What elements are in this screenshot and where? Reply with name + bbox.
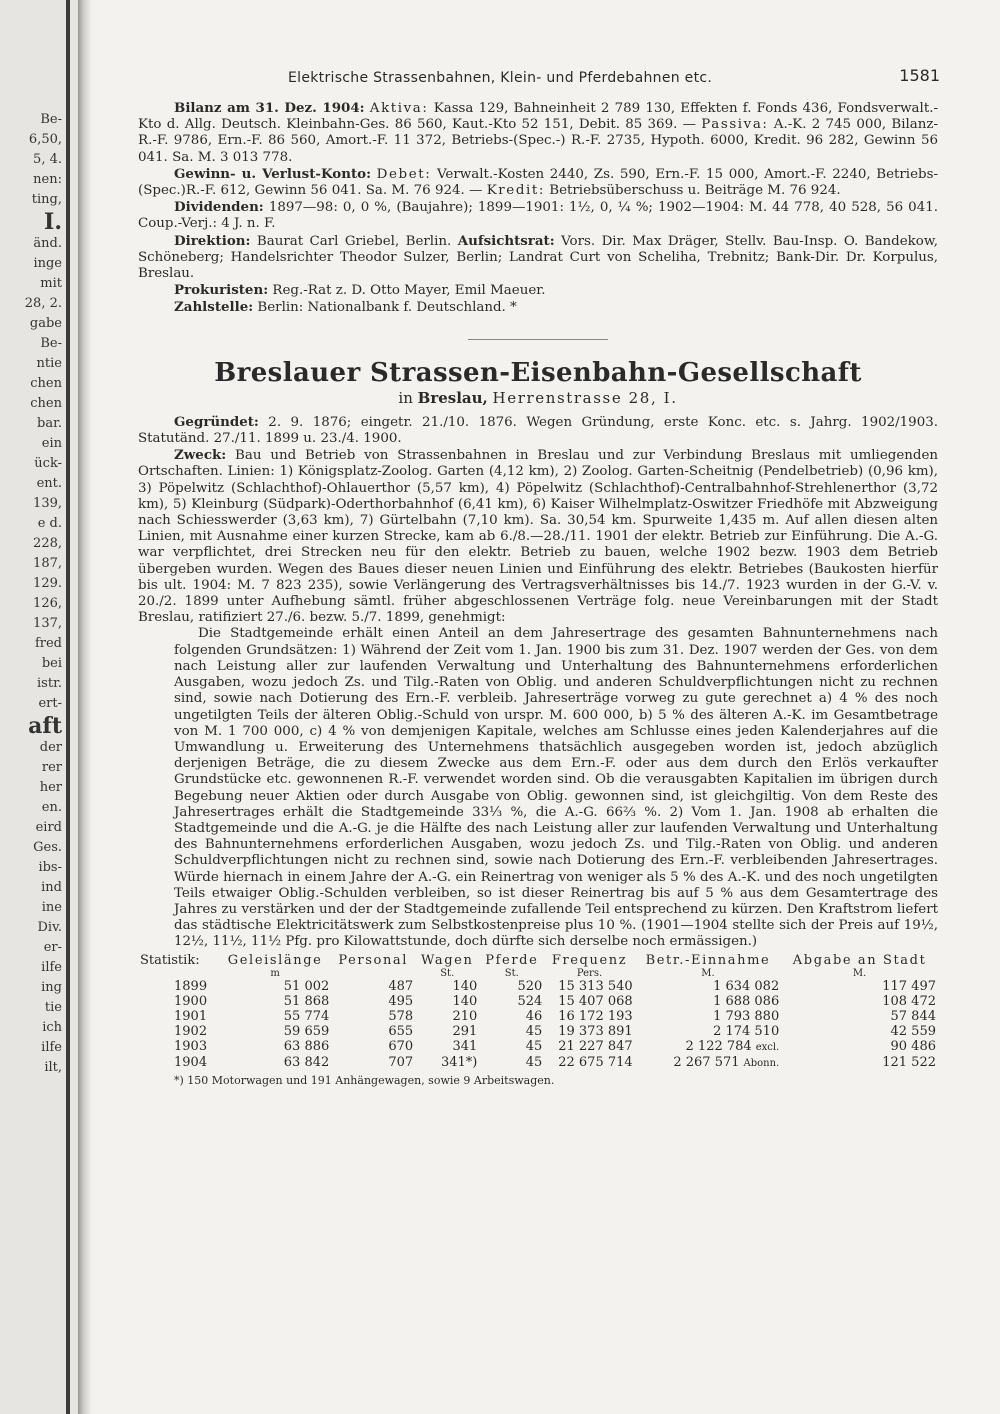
unit-label: M. bbox=[852, 967, 867, 979]
section-divider bbox=[468, 339, 608, 340]
gutter-line-text: Ges. bbox=[33, 840, 62, 855]
statistik-table bbox=[138, 953, 938, 1071]
company-address bbox=[138, 390, 938, 406]
year-cell: 1904 bbox=[174, 1055, 208, 1071]
table-cell: 707 bbox=[388, 1055, 414, 1071]
zahlstelle-text: Berlin: Nationalbank f. Deutschland. * bbox=[257, 300, 517, 316]
table-cell: 59 659 bbox=[283, 1023, 330, 1039]
aktiva-label: Aktiva: bbox=[369, 101, 429, 116]
zweck-label: Zweck: bbox=[174, 447, 227, 464]
table-cell: 46 bbox=[525, 1008, 543, 1024]
city-name: Breslau, bbox=[417, 388, 488, 407]
statistik-body bbox=[138, 979, 938, 1071]
gutter-line-text: nen: bbox=[33, 172, 62, 187]
table-cell: 341 bbox=[452, 1039, 478, 1055]
previous-company-entry bbox=[138, 100, 938, 317]
guv-paragraph bbox=[138, 166, 938, 199]
table-cell: 22 675 714 bbox=[558, 1055, 633, 1071]
gutter-line-text: ilfe bbox=[41, 960, 62, 975]
street-address: Herrenstrasse 28, I. bbox=[492, 388, 678, 407]
table-cell: 21 227 847 bbox=[558, 1039, 633, 1055]
table-cell: 1 793 880 bbox=[713, 1008, 780, 1024]
gutter-line-text: ilfe bbox=[41, 1040, 62, 1055]
table-cell: 140 bbox=[452, 993, 478, 1009]
gutter-line-text: er- bbox=[43, 940, 62, 955]
table-cell: 341*) bbox=[440, 1055, 478, 1071]
gegruendet-label: Gegründet: bbox=[174, 413, 259, 430]
table-cell: 670 bbox=[388, 1039, 414, 1055]
table-cell: 487 bbox=[388, 978, 414, 994]
unit-label: St. bbox=[440, 967, 455, 979]
vertrag-text: Die Stadtgemeinde erhält einen Anteil an dem Jahresertrage des gesamten Bahnunternehmens nach folgenden Grundsätzen: 1) Während der Zeit vom 1. Jan. 1900 bis zum 31. Dez. 1907 werden der Ges. von dem nach Leistung aller zur laufenden Verwaltung und Unterhaltung des Bahnunternehmens erforderlichen Ausgaben, wozu jedoch Zs. und Tilg.-Raten von Oblig. und anderen Schuldverpflichtungen nicht zu rechnen sind, sowie nach Dotierung des Ern.-F. verbleib. Jahreserträge vorweg zu gute gerechnet a) 4 % des noch ungetilgten Teils der älteren Oblig.-Schuld von urspr. M. 600 000, b) 5 % des älteren A.-K. im Gesamtbetrage von M. 1 700 000, c) 4 % von demjenigen Kapitale, welches am Schlusse eines jeden Kalenderjahres auf die Umwandlung u. Erweiterung des Unternehmens thatsächlich ausgegeben worden ist, jedoch abzüglich derjenigen Beträge, die zu diesem Zwecke aus dem Ern.-F. oder aus dem durch den Erlös verkaufter Grundstücke etc. gewonnenen R.-F. verwendet worden sind. Ob die verausgabten Kapitalien im übrigen durch Begebung neuer Aktien oder durch Ausgabe von Oblig. gewonnen sind, ist gleichgiltig. Von dem Reste des Jahresertrages erhält die Stadtgemeinde 33⅓ %, die A.-G. 66⅔ %. 2) Vom 1. Jan. 1908 ab erhalten die Stadtgemeinde und die A.-G. je die Hälfte des nach Leistung aller zur laufenden Verwaltung und Unterhaltung des Bahnunternehmens erforderlichen Ausgaben, wozu jedoch Zs. und Tilg.-Raten von Oblig. und anderen Schuldverpflichtungen nicht zu rechnen sind, sowie nach Dotierung des Ern.-F. verbleibenden Jahresertrages. Würde hiernach in einem Jahre der A.-G. ein Reinertrag von weniger als 5 % des A.-K. und des noch ungetilgten Teils etwaiger Oblig.-Schulden verbleiben, so ist dieser Reinertrag bis auf 5 % aus dem Gesamtertrage des Jahres zu verstärken und der der Stadtgemeinde zufallende Teil entsprechend zu kürzen. Den Kraftstrom liefert das städtische Elektricitätswerk zum Selbstkostenpreise plus 10 %. (1901—1904 stellte sich der Preis auf 19½, 12½, 11½, 11½ Pfg. pro Kilowattstunde, doch dürfte sich derselbe noch ermässigen.) bbox=[174, 626, 938, 950]
statistik-unit-row bbox=[138, 968, 938, 979]
gutter-line-text: ück- bbox=[34, 456, 62, 471]
cell-value: 2 122 784 bbox=[685, 1038, 752, 1054]
unit-label: Pers. bbox=[576, 967, 603, 979]
table-cell: 90 486 bbox=[890, 1039, 936, 1055]
table-cell bbox=[635, 1055, 782, 1071]
table-row bbox=[138, 994, 938, 1009]
gutter-line-text: bei bbox=[41, 656, 62, 671]
gutter-line-text: ing bbox=[41, 980, 62, 995]
gutter-line-text: istr. bbox=[37, 676, 62, 691]
gutter-line-text: ntie bbox=[36, 356, 62, 371]
gutter-line-text: tie bbox=[44, 1000, 62, 1015]
debet-text: Verwalt.-Kosten 2440, Zs. 590, Ern.-F. 15 000, Amort.-F. 2240, Betriebs-(Spec.)R.-F. 612, Gewinn 56 041. Sa. M. 76 924. — bbox=[138, 166, 938, 199]
gutter-line-text: fred bbox=[34, 636, 62, 651]
guv-label: Gewinn- u. Verlust-Konto: bbox=[174, 165, 372, 182]
gutter-line-text: aft bbox=[28, 714, 62, 738]
column-header: Betr.-Einnahme bbox=[645, 952, 771, 968]
aktiva-text: Kassa 129, Bahneinheit 2 789 130, Effekten f. Fonds 436, Fondsverwalt.-Kto d. Allg. Deutsch. Kleinbahn-Ges. 86 560, Kaut.-Kto 52 151, Debit. 85 369. — bbox=[138, 101, 938, 133]
gutter-line-text: Be- bbox=[40, 112, 62, 127]
aufsichtsrat-text: Vors. Dir. Max Dräger, Stellv. Bau-Insp. O. Bandekow, Schöneberg; Handelsrichter Theodor Sulzer, Berlin; Landrat Curt von Scheliha, Trebnitz; Bank-Dir. Dr. Korpulus, Breslau. bbox=[138, 233, 938, 282]
aufsichtsrat-label: Aufsichtsrat: bbox=[457, 232, 555, 249]
table-row bbox=[138, 979, 938, 994]
table-cell: 291 bbox=[452, 1023, 478, 1039]
table-cell: 655 bbox=[388, 1023, 414, 1039]
table-cell: 520 bbox=[517, 978, 543, 994]
zahlstelle-paragraph bbox=[138, 299, 938, 316]
bilanz-paragraph bbox=[138, 100, 938, 166]
gutter-line-text: 187, bbox=[33, 556, 62, 571]
bracket-note: Abonn. bbox=[743, 1057, 780, 1069]
gutter-line-text: chen bbox=[30, 376, 62, 391]
table-cell: 140 bbox=[452, 978, 478, 994]
gutter-line-text: ilt, bbox=[44, 1060, 62, 1075]
gutter-line-text: ein bbox=[41, 436, 62, 451]
binding-shadow bbox=[78, 0, 92, 1414]
zweck-text: Bau und Betrieb von Strassenbahnen in Breslau und zur Verbindung Breslaus mit umliegenden Ortschaften. Linien: 1) Königsplatz-Zoolog. Garten (4,12 km), 2) Zoolog. Garten-Scheitnig (Pendelbetrieb) (0,96 km), 3) Pöpelwitz (Schlachthof)-Ohlauerthor (5,57 km), 4) Pöpelwitz (Schlachthof)-Centralbahnhof-Strehlenerthor (3,72 km), 5) Kleinburg (Südpark)-Oderthorbahnhof (6,41 km), 6) Kaiser Wilhelmplatz-Oswitzer Friedhöfe mit Abzweigung nach Schiesswerder (3,63 km), 7) Gürtelbahn (7,10 km). Sa. 30,54 km. Spurweite 1,435 m. Auf allen diesen alten Linien, mit Ausnahme einer kurzen Strecke, kam ab 6./8.—28./11. 1901 der elektr. Betrieb zur Einführung. Die A.-G. war verpflichtet, drei Strecken neu für den elektr. Betrieb zu bauen, welche 1902 bezw. 1903 dem Betrieb übergeben wurden. Wegen des Baues dieser neuen Linien und Einführung des elektr. Betriebes (Baukosten hierfür bis ult. 1904: M. 7 823 235), sowie Verlängerung des Vertragsverhältnisses bis 14./7. 1923 wurden in der G.-V. v. 20./2. 1899 unter Aufhebung sämtl. früher abgeschlossenen Verträge folg. neue Vereinbarungen mit der Stadt Breslau, ratifiziert 27./6. bezw. 5./7. 1899, genehmigt: bbox=[138, 448, 939, 626]
column-header: Personal bbox=[338, 952, 409, 968]
gutter-line-text: mit bbox=[40, 276, 62, 291]
table-cell: 45 bbox=[525, 1055, 543, 1071]
cell-value: 2 267 571 bbox=[673, 1054, 740, 1070]
year-cell: 1903 bbox=[174, 1039, 208, 1055]
table-cell: 51 868 bbox=[283, 993, 330, 1009]
gutter-line-text: ert- bbox=[38, 696, 62, 711]
year-cell: 1899 bbox=[174, 978, 208, 994]
table-cell: 16 172 193 bbox=[558, 1008, 633, 1024]
gutter-line-text: eird bbox=[35, 820, 62, 835]
table-row bbox=[138, 1024, 938, 1039]
dividenden-text: 1897—98: 0, 0 %, (Baujahre); 1899—1901: 1½, 0, ¼ %; 1902—1904: M. 44 778, 40 528, 56 041. Coup.-Verj.: 4 J. n. F. bbox=[138, 200, 938, 232]
statistik-footnote: *) 150 Motorwagen und 191 Anhängewagen, sowie 9 Arbeitswagen. bbox=[174, 1073, 555, 1087]
direktion-paragraph bbox=[138, 233, 938, 283]
gutter-line-text: gabe bbox=[29, 316, 62, 331]
gutter-line-text: der bbox=[39, 740, 62, 755]
binding-line bbox=[66, 0, 70, 1414]
statistik-header-row bbox=[138, 953, 938, 968]
table-cell: 210 bbox=[452, 1008, 478, 1024]
gutter-line-text: rer bbox=[41, 760, 62, 775]
company-title: Breslauer Strassen-Eisenbahn-Gesellschaft bbox=[214, 357, 862, 388]
gutter-line-text: 137, bbox=[33, 616, 62, 631]
debet-label: Debet: bbox=[376, 166, 432, 182]
bracket-note: excl. bbox=[755, 1041, 780, 1053]
gegruendet-paragraph bbox=[138, 414, 938, 447]
table-row bbox=[138, 1039, 938, 1055]
passiva-label: Passiva: bbox=[701, 117, 769, 133]
unit-label: M. bbox=[701, 967, 715, 979]
gutter-line-text: 139, bbox=[33, 496, 62, 511]
table-cell: 121 522 bbox=[882, 1055, 936, 1071]
gutter-line-text: ibs- bbox=[38, 860, 62, 875]
table-cell: 15 407 068 bbox=[558, 993, 633, 1009]
table-cell: 42 559 bbox=[890, 1023, 936, 1039]
kredit-label: Kredit: bbox=[486, 183, 545, 199]
gutter-line-text: 6,50, bbox=[28, 132, 62, 147]
table-cell: 55 774 bbox=[283, 1008, 330, 1024]
gutter-line-text: inge bbox=[33, 256, 62, 271]
table-cell: 15 313 540 bbox=[558, 978, 633, 994]
gutter-line-text: chen bbox=[30, 396, 62, 411]
previous-page-gutter bbox=[0, 0, 84, 1414]
bilanz-label: Bilanz am 31. Dez. 1904: bbox=[174, 100, 365, 116]
table-cell: 45 bbox=[525, 1039, 543, 1055]
gutter-line-text: 28, 2. bbox=[24, 296, 62, 311]
table-row bbox=[138, 1055, 938, 1071]
location-prefix: in bbox=[398, 388, 413, 407]
table-cell: 51 002 bbox=[283, 978, 330, 994]
dividenden-label: Dividenden: bbox=[174, 199, 264, 216]
gutter-line-text: Div. bbox=[37, 920, 62, 935]
kredit-text: Betriebsüberschuss u. Beiträge M. 76 924. bbox=[549, 183, 841, 199]
gutter-line-text: ind bbox=[41, 880, 62, 895]
table-cell: 19 373 891 bbox=[558, 1023, 633, 1039]
gutter-line-text: ine bbox=[41, 900, 62, 915]
gutter-line-text: e d. bbox=[37, 516, 62, 531]
gutter-line-text: 126, bbox=[33, 596, 62, 611]
statistik-label: Statistik: bbox=[140, 952, 200, 968]
table-cell: 1 688 086 bbox=[713, 993, 780, 1009]
year-cell: 1901 bbox=[174, 1008, 208, 1024]
year-cell: 1900 bbox=[174, 993, 208, 1009]
direktion-label: Direktion: bbox=[174, 232, 251, 249]
table-cell: 63 886 bbox=[283, 1039, 330, 1055]
gegruendet-text: 2. 9. 1876; eingetr. 21./10. 1876. Wegen Gründung, erste Konc. etc. s. Jahrg. 1902/1903. Statutänd. 27./11. 1899 u. 23./4. 1900. bbox=[138, 414, 938, 447]
unit-label: St. bbox=[504, 967, 519, 979]
vertrag-paragraph bbox=[138, 626, 938, 950]
running-header bbox=[138, 62, 938, 94]
table-cell: 1 634 082 bbox=[713, 978, 780, 994]
direktion-text: Baurat Carl Griebel, Berlin. bbox=[256, 233, 452, 249]
table-cell: 45 bbox=[525, 1023, 543, 1039]
zweck-paragraph bbox=[138, 447, 938, 626]
gutter-line-text: en. bbox=[41, 800, 62, 815]
table-cell: 117 497 bbox=[882, 978, 936, 994]
page-number: 1581 bbox=[899, 66, 940, 85]
table-cell: 495 bbox=[388, 993, 414, 1009]
table-cell: 524 bbox=[517, 993, 543, 1009]
gutter-line-text: I. bbox=[44, 210, 62, 234]
prokuristen-text: Reg.-Rat z. D. Otto Mayer, Emil Maeuer. bbox=[272, 283, 546, 299]
gutter-line-text: Be- bbox=[40, 336, 62, 351]
table-cell: 108 472 bbox=[882, 993, 936, 1009]
gutter-text-column bbox=[0, 110, 62, 1078]
zahlstelle-label: Zahlstelle: bbox=[174, 299, 254, 316]
column-header: Geleislänge bbox=[227, 952, 323, 968]
gutter-line-text: änd. bbox=[33, 236, 62, 251]
gutter-line-text: ent. bbox=[36, 476, 62, 491]
column-header: Pferde bbox=[485, 952, 539, 968]
unit-label: m bbox=[270, 967, 280, 979]
table-row bbox=[138, 1009, 938, 1024]
year-cell: 1902 bbox=[174, 1023, 208, 1039]
prokuristen-label: Prokuristen: bbox=[174, 282, 269, 299]
table-cell bbox=[635, 1039, 782, 1055]
column-header: Wagen bbox=[421, 952, 474, 968]
column-header: Frequenz bbox=[551, 952, 628, 968]
gutter-line-text: 5, 4. bbox=[33, 152, 62, 167]
table-cell: 578 bbox=[388, 1008, 414, 1024]
gutter-line-text: ich bbox=[42, 1020, 62, 1035]
unit-label bbox=[331, 968, 415, 979]
gutter-line-text: ting, bbox=[31, 192, 62, 207]
column-header: Abgabe an Stadt bbox=[792, 952, 927, 968]
gutter-line-text: her bbox=[39, 780, 62, 795]
table-cell: 57 844 bbox=[890, 1008, 936, 1024]
dividenden-paragraph bbox=[138, 199, 938, 232]
table-cell: 2 174 510 bbox=[713, 1023, 780, 1039]
table-cell: 63 842 bbox=[283, 1055, 330, 1071]
prokuristen-paragraph bbox=[138, 282, 938, 299]
passiva-text: A.-K. 2 745 000, Bilanz-R.-F. 9786, Ern.-F. 86 560, Amort.-F. 11 372, Betriebs-(Spec.-) R.-F. 2735, Hypoth. 6000, Kredit. 96 282, Gewinn 56 041. Sa. M. 3 013 778. bbox=[138, 117, 938, 165]
gutter-line-text: bar. bbox=[37, 416, 62, 431]
running-title: Elektrische Strassenbahnen, Klein- und Pferdebahnen etc. bbox=[288, 70, 713, 86]
page-content bbox=[138, 62, 938, 1089]
gutter-line-text: 228, bbox=[33, 536, 62, 551]
gutter-line-text: 129. bbox=[33, 576, 62, 591]
